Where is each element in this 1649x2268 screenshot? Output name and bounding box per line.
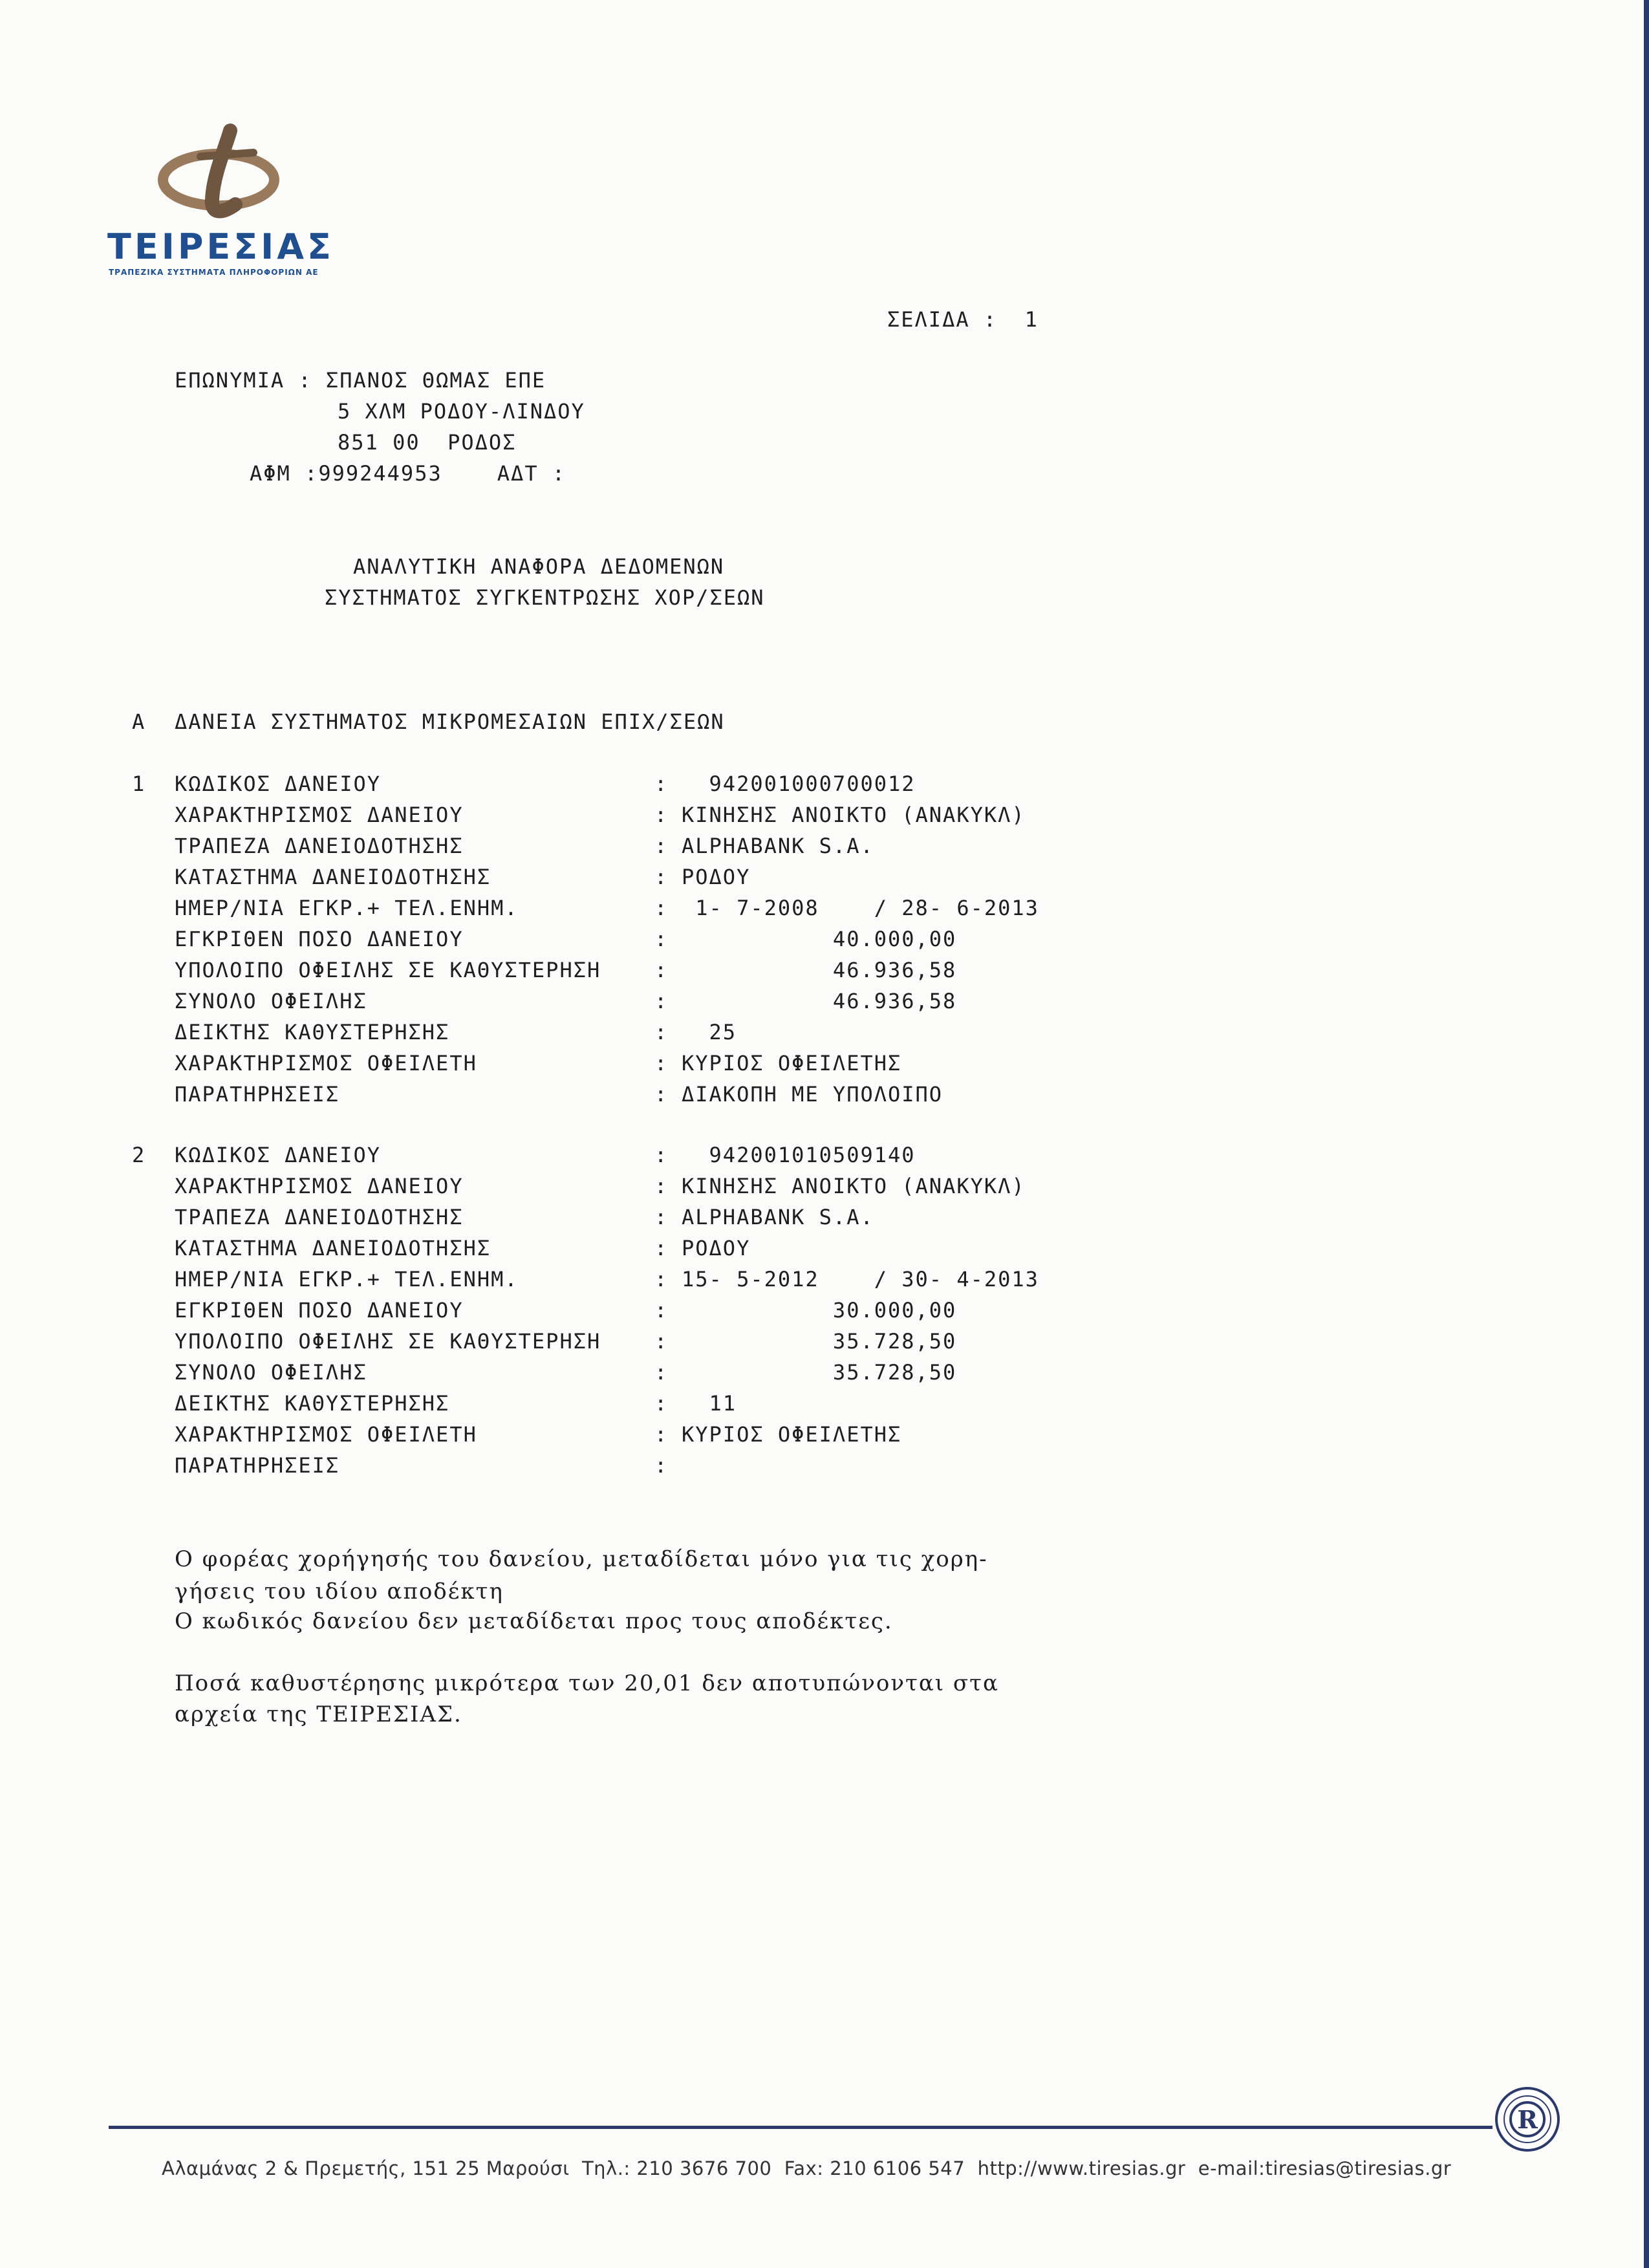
field-value: 1- 7-2008 / 28- 6-2013 bbox=[682, 896, 1039, 920]
field-value: 35.728,50 bbox=[682, 1360, 957, 1385]
field-label: ΕΓΚΡΙΘΕΝ ΠΟΣΟ ΔΑΝΕΙΟΥ bbox=[175, 1298, 464, 1323]
field-label: ΧΑΡΑΚΤΗΡΙΣΜΟΣ ΟΦΕΙΛΕΤΗ bbox=[175, 1422, 477, 1447]
field-separator: : bbox=[654, 1020, 669, 1044]
logo-subtitle: ΤΡΑΠΕΖΙΚΑ ΣΥΣΤΗΜΑΤΑ ΠΛΗΡΟΦΟΡΙΩΝ ΑΕ bbox=[109, 268, 319, 277]
field-label: ΣΥΝΟΛΟ ΟΦΕΙΛΗΣ bbox=[175, 1360, 367, 1385]
field-label: ΣΥΝΟΛΟ ΟΦΕΙΛΗΣ bbox=[175, 989, 367, 1013]
field-label: ΧΑΡΑΚΤΗΡΙΣΜΟΣ ΟΦΕΙΛΕΤΗ bbox=[175, 1051, 477, 1075]
field-value: ALPHABANK S.A. bbox=[682, 1205, 874, 1229]
field-label: ΚΩΔΙΚΟΣ ΔΑΝΕΙΟΥ bbox=[175, 772, 381, 796]
footer-contact: Αλαμάνας 2 & Πρεμετής, 151 25 Μαρούσι Τηλ.: 210 3676 700 Fax: 210 6106 547 http://www.tiresias.gr e-mail:tiresias@tiresias.gr bbox=[162, 2157, 1452, 2179]
field-label: ΤΡΑΠΕΖΑ ΔΑΝΕΙΟΔΟΤΗΣΗΣ bbox=[175, 1205, 464, 1229]
field-value: ΚΙΝΗΣΗΣ ΑΝΟΙΚΤΟ (ΑΝΑΚΥΚΛ) bbox=[682, 1174, 1026, 1198]
field-separator: : bbox=[654, 1298, 669, 1323]
report-title-line2: ΣΥΣΤΗΜΑΤΟΣ ΣΥΓΚΕΝΤΡΩΣΗΣ ΧΟΡ/ΣΕΩΝ bbox=[325, 585, 765, 610]
field-label: ΤΡΑΠΕΖΑ ΔΑΝΕΙΟΔΟΤΗΣΗΣ bbox=[175, 834, 464, 858]
field-separator: : bbox=[654, 1391, 669, 1416]
field-label: ΕΓΚΡΙΘΕΝ ΠΟΣΟ ΔΑΝΕΙΟΥ bbox=[175, 927, 464, 951]
loan-number: 2 bbox=[132, 1143, 146, 1167]
field-value: ΔΙΑΚΟΠΗ ΜΕ ΥΠΟΛΟΙΠΟ bbox=[682, 1082, 943, 1107]
field-label: ΔΕΙΚΤΗΣ ΚΑΘΥΣΤΕΡΗΣΗΣ bbox=[175, 1391, 450, 1416]
company-address-2: 851 00 ΡΟΔΟΣ bbox=[338, 430, 517, 455]
field-separator: : bbox=[654, 927, 669, 951]
field-separator: : bbox=[654, 896, 669, 920]
field-label: ΗΜΕΡ/ΝΙΑ ΕΓΚΡ.+ ΤΕΛ.ΕΝΗΜ. bbox=[175, 1267, 519, 1291]
field-separator: : bbox=[654, 958, 669, 982]
field-label: ΥΠΟΛΟΙΠΟ ΟΦΕΙΛΗΣ ΣΕ ΚΑΘΥΣΤΕΡΗΣΗ bbox=[175, 1329, 601, 1354]
field-value: 35.728,50 bbox=[682, 1329, 957, 1354]
field-value: ALPHABANK S.A. bbox=[682, 834, 874, 858]
field-separator: : bbox=[654, 1082, 669, 1107]
field-separator: : bbox=[654, 1453, 669, 1478]
note-line: γήσεις του ιδίου αποδέκτη bbox=[175, 1579, 504, 1604]
note-line: αρχεία της ΤΕΙΡΕΣΙΑΣ. bbox=[175, 1701, 462, 1727]
note-line: Ο κωδικός δανείου δεν μεταδίδεται προς τους αποδέκτες. bbox=[175, 1608, 893, 1634]
field-label: ΗΜΕΡ/ΝΙΑ ΕΓΚΡ.+ ΤΕΛ.ΕΝΗΜ. bbox=[175, 896, 519, 920]
field-label: ΠΑΡΑΤΗΡΗΣΕΙΣ bbox=[175, 1082, 340, 1107]
field-separator: : bbox=[654, 1267, 669, 1291]
field-separator: : bbox=[654, 834, 669, 858]
field-separator: : bbox=[654, 865, 669, 889]
seal-letter: R bbox=[1517, 2105, 1538, 2134]
section-letter: Α bbox=[132, 709, 146, 734]
field-value: 15- 5-2012 / 30- 4-2013 bbox=[682, 1267, 1039, 1291]
company-afm: ΑΦΜ :999244953 ΑΔΤ : bbox=[250, 461, 566, 486]
field-separator: : bbox=[654, 1051, 669, 1075]
field-label: ΧΑΡΑΚΤΗΡΙΣΜΟΣ ΔΑΝΕΙΟΥ bbox=[175, 803, 464, 827]
field-value: ΚΥΡΙΟΣ ΟΦΕΙΛΕΤΗΣ bbox=[682, 1051, 902, 1075]
field-separator: : bbox=[654, 989, 669, 1013]
loan-number: 1 bbox=[132, 772, 146, 796]
field-value: ΡΟΔΟΥ bbox=[682, 865, 751, 889]
section-title: ΔΑΝΕΙΑ ΣΥΣΤΗΜΑΤΟΣ ΜΙΚΡΟΜΕΣΑΙΩΝ ΕΠΙΧ/ΣΕΩΝ bbox=[175, 709, 725, 734]
field-separator: : bbox=[654, 772, 669, 796]
field-label: ΚΑΤΑΣΤΗΜΑ ΔΑΝΕΙΟΔΟΤΗΣΗΣ bbox=[175, 1236, 491, 1260]
note-line: Ο φορέας χορήγησής του δανείου, μεταδίδεται μόνο για τις χορη- bbox=[175, 1546, 988, 1572]
footer-divider bbox=[109, 2126, 1493, 2129]
field-value: 30.000,00 bbox=[682, 1298, 957, 1323]
field-value: 942001000700012 bbox=[682, 772, 916, 796]
field-separator: : bbox=[654, 1422, 669, 1447]
field-separator: : bbox=[654, 1236, 669, 1260]
field-value: ΡΟΔΟΥ bbox=[682, 1236, 751, 1260]
note-line: Ποσά καθυστέρησης μικρότερα των 20,01 δεν αποτυπώνονται στα bbox=[175, 1670, 999, 1696]
field-separator: : bbox=[654, 1329, 669, 1354]
field-separator: : bbox=[654, 1174, 669, 1198]
field-value: 942001010509140 bbox=[682, 1143, 916, 1167]
field-value: ΚΙΝΗΣΗΣ ΑΝΟΙΚΤΟ (ΑΝΑΚΥΚΛ) bbox=[682, 803, 1026, 827]
page-number: ΣΕΛΙΔΑ : 1 bbox=[887, 307, 1039, 332]
report-title-line1: ΑΝΑΛΥΤΙΚΗ ΑΝΑΦΟΡΑ ΔΕΔΟΜΕΝΩΝ bbox=[353, 554, 725, 579]
field-separator: : bbox=[654, 1360, 669, 1385]
company-address-1: 5 ΧΛΜ ΡΟΔΟΥ-ΛΙΝΔΟΥ bbox=[338, 399, 585, 424]
field-label: ΔΕΙΚΤΗΣ ΚΑΘΥΣΤΕΡΗΣΗΣ bbox=[175, 1020, 450, 1044]
field-value: 46.936,58 bbox=[682, 989, 957, 1013]
quality-seal-icon bbox=[1494, 2086, 1562, 2154]
field-value: ΚΥΡΙΟΣ ΟΦΕΙΛΕΤΗΣ bbox=[682, 1422, 902, 1447]
field-value: 46.936,58 bbox=[682, 958, 957, 982]
field-label: ΧΑΡΑΚΤΗΡΙΣΜΟΣ ΔΑΝΕΙΟΥ bbox=[175, 1174, 464, 1198]
field-label: ΥΠΟΛΟΙΠΟ ΟΦΕΙΛΗΣ ΣΕ ΚΑΘΥΣΤΕΡΗΣΗ bbox=[175, 958, 601, 982]
field-separator: : bbox=[654, 1143, 669, 1167]
field-value: 11 bbox=[682, 1391, 737, 1416]
field-separator: : bbox=[654, 1205, 669, 1229]
field-separator: : bbox=[654, 803, 669, 827]
field-value: 25 bbox=[682, 1020, 737, 1044]
field-label: ΚΩΔΙΚΟΣ ΔΑΝΕΙΟΥ bbox=[175, 1143, 381, 1167]
field-label: ΚΑΤΑΣΤΗΜΑ ΔΑΝΕΙΟΔΟΤΗΣΗΣ bbox=[175, 865, 491, 889]
logo-name: ΤΕΙΡΕΣΙΑΣ bbox=[107, 226, 334, 267]
company-name: ΕΠΩΝΥΜΙΑ : ΣΠΑΝΟΣ ΘΩΜΑΣ ΕΠΕ bbox=[175, 368, 546, 393]
page-edge bbox=[1644, 0, 1649, 2268]
field-label: ΠΑΡΑΤΗΡΗΣΕΙΣ bbox=[175, 1453, 340, 1478]
field-value: 40.000,00 bbox=[682, 927, 957, 951]
